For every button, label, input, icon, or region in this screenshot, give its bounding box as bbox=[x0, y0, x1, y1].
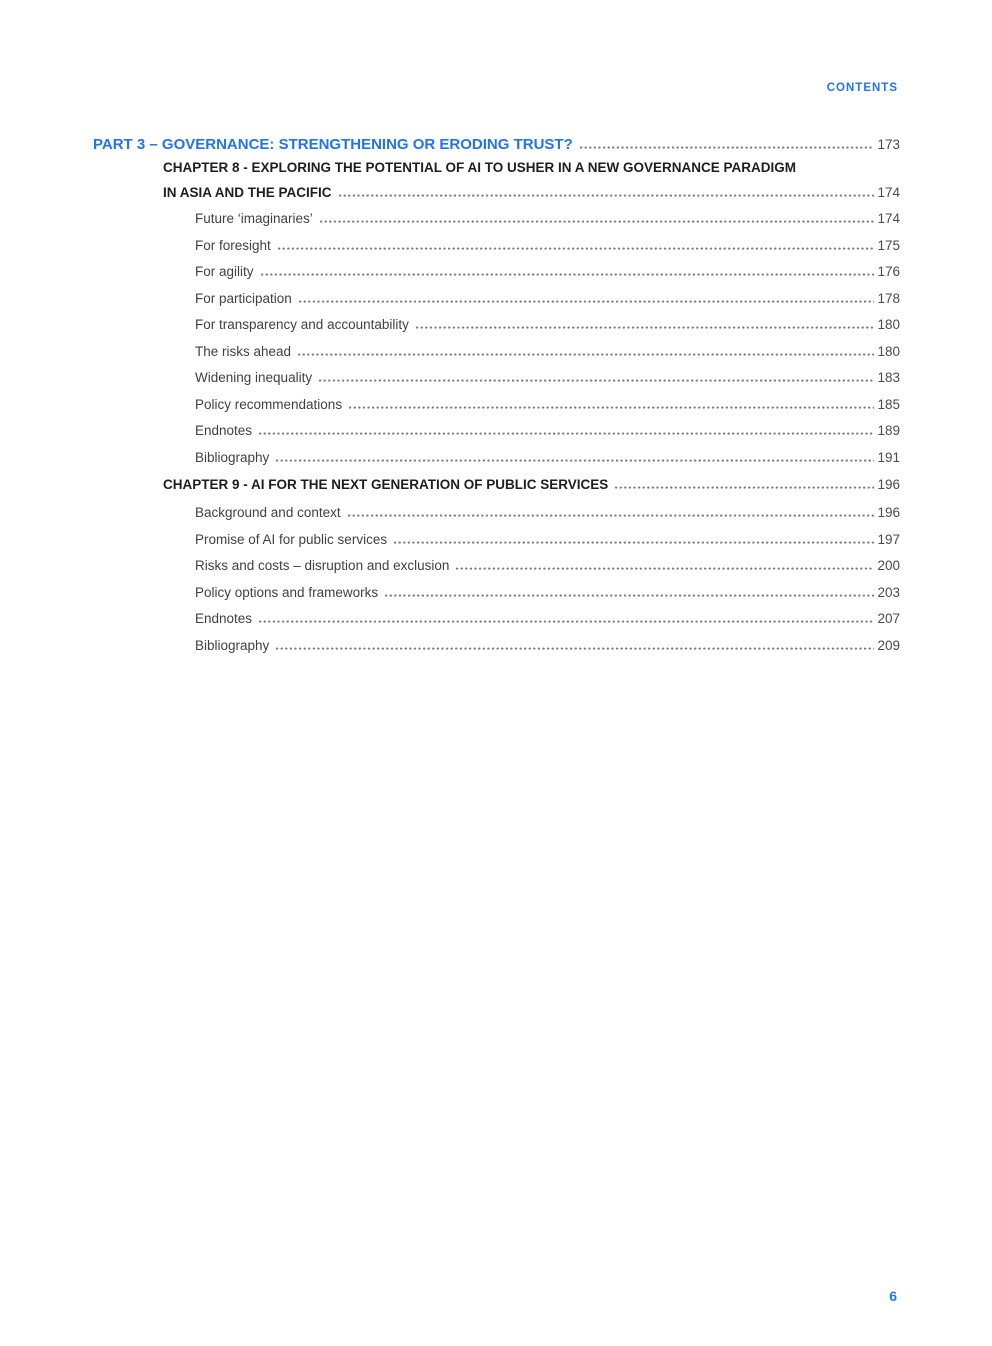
toc-item-label: Background and context bbox=[195, 505, 341, 520]
toc-chapter8-entry[interactable] bbox=[163, 160, 900, 175]
toc-item-label: For participation bbox=[195, 290, 292, 306]
toc-item-entry[interactable] bbox=[195, 318, 900, 332]
toc-chapter-page: 174 bbox=[877, 185, 900, 200]
toc-item-page: 180 bbox=[877, 343, 900, 359]
toc-item-page: 197 bbox=[877, 531, 900, 547]
toc-item-page: 175 bbox=[877, 237, 900, 253]
toc-item-page: 209 bbox=[877, 637, 900, 653]
toc-item-page: 180 bbox=[877, 317, 900, 332]
toc-item-entry[interactable] bbox=[195, 533, 900, 547]
toc-part-entry[interactable] bbox=[93, 137, 900, 153]
dot-leader bbox=[261, 273, 875, 276]
dot-leader bbox=[319, 379, 874, 382]
toc-item-label: For foresight bbox=[195, 237, 271, 253]
toc-item-page: 191 bbox=[877, 449, 900, 465]
toc-chapter-title: CHAPTER 9 - AI FOR THE NEXT GENERATION OF PUBLIC SERVICES bbox=[163, 477, 609, 492]
dot-leader bbox=[580, 146, 875, 149]
toc-item-entry[interactable] bbox=[195, 451, 900, 465]
dot-leader bbox=[416, 326, 875, 329]
dot-leader bbox=[298, 353, 874, 356]
toc-item-label: Future ‘imaginaries’ bbox=[195, 211, 313, 226]
toc-item-page: 176 bbox=[877, 264, 900, 279]
toc-item-label: For transparency and accountability bbox=[195, 317, 409, 332]
toc-chapter8-entry-line2[interactable] bbox=[163, 185, 900, 200]
toc-chapter-title: CHAPTER 8 - EXPLORING THE POTENTIAL OF AI TO USHER IN A NEW GOVERNANCE PARADIGM bbox=[163, 160, 797, 175]
dot-leader bbox=[615, 486, 874, 489]
toc-item-label: Endnotes bbox=[195, 611, 253, 626]
toc-item-label: Policy recommendations bbox=[195, 396, 343, 412]
toc-chapter9-entry[interactable] bbox=[163, 477, 900, 492]
toc-item-label: For agility bbox=[195, 264, 254, 279]
toc-item-entry[interactable] bbox=[195, 586, 900, 600]
toc-chapter-title: IN ASIA AND THE PACIFIC bbox=[163, 185, 332, 200]
dot-leader bbox=[385, 594, 874, 597]
toc-item-page: 200 bbox=[877, 558, 900, 573]
dot-leader bbox=[339, 194, 875, 197]
dot-leader bbox=[259, 620, 874, 623]
toc-item-entry[interactable] bbox=[195, 398, 900, 412]
dot-leader bbox=[394, 541, 874, 544]
dot-leader bbox=[278, 247, 875, 250]
toc-item-label: Policy options and frameworks bbox=[195, 584, 379, 600]
toc-item-entry[interactable] bbox=[195, 559, 900, 573]
toc-item-entry[interactable] bbox=[195, 612, 900, 626]
toc-item-entry[interactable] bbox=[195, 424, 900, 438]
toc-item-entry[interactable] bbox=[195, 345, 900, 359]
footer-page-number: 6 bbox=[889, 1288, 897, 1304]
toc-item-entry[interactable] bbox=[195, 265, 900, 279]
toc-part-page: 173 bbox=[877, 137, 900, 152]
toc-item-label: The risks ahead bbox=[195, 343, 292, 359]
toc-chapter-page: 196 bbox=[877, 477, 900, 492]
toc-item-entry[interactable] bbox=[195, 292, 900, 306]
toc-item-page: 183 bbox=[877, 370, 900, 385]
dot-leader bbox=[349, 406, 874, 409]
toc-part-label: PART 3 – GOVERNANCE: STRENGTHENING OR ERODING TRUST? bbox=[93, 136, 573, 153]
toc-item-entry[interactable] bbox=[195, 639, 900, 653]
toc-item-page: 174 bbox=[877, 211, 900, 226]
toc-item-page: 189 bbox=[877, 423, 900, 438]
dot-leader bbox=[320, 220, 875, 223]
toc-item-entry[interactable] bbox=[195, 212, 900, 226]
toc-item-label: Promise of AI for public services bbox=[195, 531, 388, 547]
contents-header-label: CONTENTS bbox=[826, 82, 898, 94]
toc-item-page: 207 bbox=[877, 611, 900, 626]
toc-item-page: 185 bbox=[877, 396, 900, 412]
toc-item-label: Endnotes bbox=[195, 423, 253, 438]
dot-leader bbox=[456, 567, 874, 570]
toc-item-label: Widening inequality bbox=[195, 370, 313, 385]
toc-item-entry[interactable] bbox=[195, 239, 900, 253]
toc-item-label: Bibliography bbox=[195, 637, 270, 653]
toc-item-page: 178 bbox=[877, 290, 900, 306]
dot-leader bbox=[348, 514, 875, 517]
table-of-contents bbox=[93, 137, 900, 665]
dot-leader bbox=[299, 300, 875, 303]
toc-item-entry[interactable] bbox=[195, 371, 900, 385]
toc-item-page: 196 bbox=[877, 505, 900, 520]
toc-item-page: 203 bbox=[877, 584, 900, 600]
dot-leader bbox=[276, 459, 874, 462]
toc-item-label: Bibliography bbox=[195, 449, 270, 465]
toc-item-label: Risks and costs – disruption and exclusion bbox=[195, 558, 450, 573]
dot-leader bbox=[259, 432, 874, 435]
dot-leader bbox=[276, 647, 874, 650]
toc-item-entry[interactable] bbox=[195, 506, 900, 520]
